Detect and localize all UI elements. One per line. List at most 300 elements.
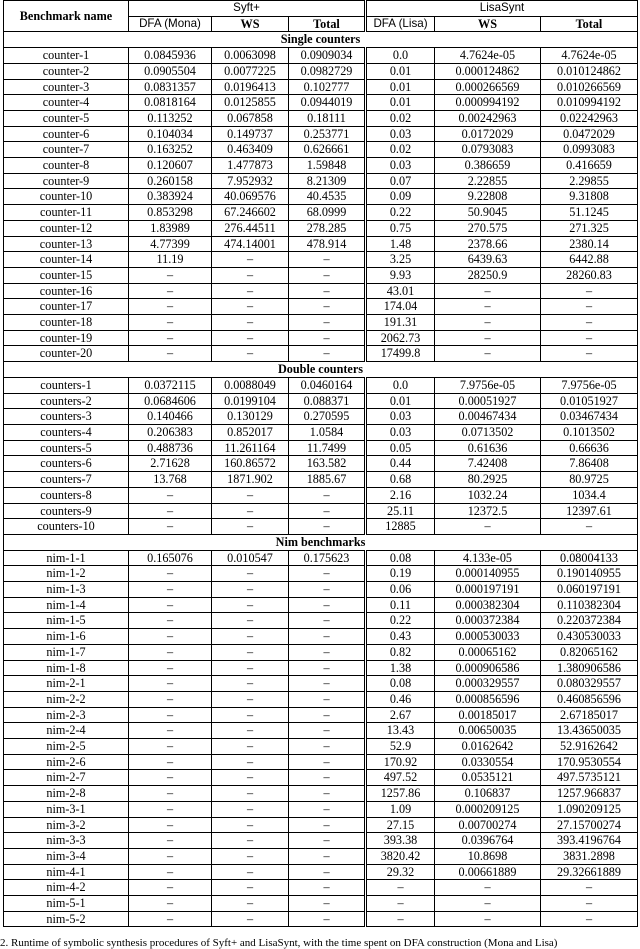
value-cell: 28250.9 xyxy=(435,267,541,283)
value-cell: 0.08 xyxy=(366,676,435,692)
value-cell: 0.01 xyxy=(366,63,435,79)
value-cell: 27.15 xyxy=(366,817,435,833)
value-cell: 0.0196413 xyxy=(212,79,289,95)
value-cell: 0.000124862 xyxy=(435,63,541,79)
table-row xyxy=(4,283,638,299)
value-cell: 1.59848 xyxy=(289,158,366,174)
value-cell: 0.0162642 xyxy=(435,739,541,755)
value-cell: 1.38 xyxy=(366,660,435,676)
table-row xyxy=(4,582,638,598)
value-cell: 7.9756e-05 xyxy=(435,377,541,393)
benchmark-name-cell: counters-2 xyxy=(4,393,129,409)
value-cell: – xyxy=(289,487,366,503)
value-cell: – xyxy=(435,330,541,346)
table-row xyxy=(4,173,638,189)
table-row xyxy=(4,613,638,629)
benchmark-name-cell: nim-2-1 xyxy=(4,676,129,692)
value-cell: 0.0 xyxy=(366,377,435,393)
table-row xyxy=(4,346,638,362)
benchmark-name-cell: counter-20 xyxy=(4,346,129,362)
value-cell: – xyxy=(212,629,289,645)
value-cell: – xyxy=(129,848,212,864)
benchmark-name-cell: counter-2 xyxy=(4,63,129,79)
value-cell: 0.43 xyxy=(366,629,435,645)
value-cell: – xyxy=(212,691,289,707)
value-cell: – xyxy=(289,267,366,283)
table-row xyxy=(4,911,638,927)
value-cell: – xyxy=(129,660,212,676)
value-cell: – xyxy=(541,880,638,896)
value-cell: – xyxy=(212,487,289,503)
value-cell: 52.9 xyxy=(366,739,435,755)
value-cell: 0.000856596 xyxy=(435,691,541,707)
value-cell: – xyxy=(541,911,638,927)
value-cell: 40.4535 xyxy=(289,189,366,205)
benchmark-name-cell: nim-1-5 xyxy=(4,613,129,629)
table-row xyxy=(4,817,638,833)
value-cell: – xyxy=(129,315,212,331)
value-cell: 0.66636 xyxy=(541,440,638,456)
value-cell: 474.14001 xyxy=(212,236,289,252)
value-cell: – xyxy=(129,723,212,739)
value-cell: 0.82 xyxy=(366,644,435,660)
value-cell: 0.120607 xyxy=(129,158,212,174)
value-cell: – xyxy=(212,315,289,331)
value-cell: – xyxy=(289,880,366,896)
value-cell: 497.52 xyxy=(366,770,435,786)
benchmark-name-cell: counter-11 xyxy=(4,205,129,221)
value-cell: 1.83989 xyxy=(129,220,212,236)
value-cell: 0.000140955 xyxy=(435,566,541,582)
value-cell: 0.463409 xyxy=(212,142,289,158)
value-cell: – xyxy=(212,864,289,880)
value-cell: – xyxy=(129,707,212,723)
value-cell: 3831.2898 xyxy=(541,848,638,864)
table-body xyxy=(4,32,638,927)
table-row xyxy=(4,487,638,503)
value-cell: 25.11 xyxy=(366,503,435,519)
benchmark-name-cell: counters-7 xyxy=(4,472,129,488)
value-cell: – xyxy=(129,487,212,503)
value-cell: 0.110382304 xyxy=(541,597,638,613)
col-total-syft-header: Total xyxy=(289,16,366,32)
value-cell: 29.32 xyxy=(366,864,435,880)
value-cell: – xyxy=(289,739,366,755)
value-cell: 0.000906586 xyxy=(435,660,541,676)
value-cell: – xyxy=(212,880,289,896)
value-cell: 12397.61 xyxy=(541,503,638,519)
value-cell: 0.0713502 xyxy=(435,424,541,440)
table-row xyxy=(4,550,638,566)
table-row xyxy=(4,503,638,519)
table-row xyxy=(4,676,638,692)
value-cell: – xyxy=(212,267,289,283)
value-cell: 7.952932 xyxy=(212,173,289,189)
value-cell: 0.000372384 xyxy=(435,613,541,629)
value-cell: – xyxy=(366,896,435,912)
value-cell: 0.0993083 xyxy=(541,142,638,158)
value-cell: – xyxy=(129,691,212,707)
value-cell: 9.31808 xyxy=(541,189,638,205)
value-cell: 0.06 xyxy=(366,582,435,598)
value-cell: – xyxy=(435,880,541,896)
value-cell: – xyxy=(129,754,212,770)
section-header-row xyxy=(4,362,638,378)
value-cell: 4.77399 xyxy=(129,236,212,252)
table-row xyxy=(4,142,638,158)
value-cell: 0.0 xyxy=(366,48,435,64)
value-cell: 0.22 xyxy=(366,205,435,221)
benchmark-name-cell: counter-6 xyxy=(4,126,129,142)
value-cell: 0.11 xyxy=(366,597,435,613)
table-row xyxy=(4,519,638,535)
value-cell: – xyxy=(289,644,366,660)
benchmark-name-cell: counter-10 xyxy=(4,189,129,205)
value-cell: – xyxy=(289,566,366,582)
value-cell: 0.00700274 xyxy=(435,817,541,833)
value-cell: – xyxy=(129,519,212,535)
benchmark-name-cell: counters-8 xyxy=(4,487,129,503)
value-cell: 0.000382304 xyxy=(435,597,541,613)
value-cell: – xyxy=(289,754,366,770)
value-cell: 0.130129 xyxy=(212,409,289,425)
value-cell: 0.0372115 xyxy=(129,377,212,393)
benchmark-name-cell: nim-3-1 xyxy=(4,801,129,817)
value-cell: – xyxy=(435,283,541,299)
value-cell: – xyxy=(366,880,435,896)
benchmark-name-cell: nim-1-8 xyxy=(4,660,129,676)
benchmark-name-cell: counter-19 xyxy=(4,330,129,346)
value-cell: 0.010124862 xyxy=(541,63,638,79)
value-cell: 40.069576 xyxy=(212,189,289,205)
col-total-lisa-header: Total xyxy=(541,16,638,32)
value-cell: – xyxy=(289,911,366,927)
value-cell: – xyxy=(212,911,289,927)
value-cell: – xyxy=(435,911,541,927)
value-cell: 0.01 xyxy=(366,393,435,409)
header-row-groups xyxy=(4,1,638,17)
value-cell: – xyxy=(541,283,638,299)
value-cell: – xyxy=(289,848,366,864)
benchmark-name-cell: nim-1-4 xyxy=(4,597,129,613)
value-cell: – xyxy=(541,299,638,315)
benchmark-name-cell: counter-1 xyxy=(4,48,129,64)
value-cell: – xyxy=(129,629,212,645)
value-cell: 0.106837 xyxy=(435,786,541,802)
value-cell: 160.86572 xyxy=(212,456,289,472)
table-row xyxy=(4,220,638,236)
value-cell: 0.03 xyxy=(366,126,435,142)
value-cell: 2.67 xyxy=(366,707,435,723)
value-cell: – xyxy=(289,786,366,802)
value-cell: 278.285 xyxy=(289,220,366,236)
value-cell: – xyxy=(289,597,366,613)
table-row xyxy=(4,48,638,64)
value-cell: 80.9725 xyxy=(541,472,638,488)
value-cell: – xyxy=(212,833,289,849)
value-cell: 1.0584 xyxy=(289,424,366,440)
value-cell: 0.113252 xyxy=(129,110,212,126)
benchmark-name-cell: counter-7 xyxy=(4,142,129,158)
benchmark-name-cell: nim-2-7 xyxy=(4,770,129,786)
value-cell: 43.01 xyxy=(366,283,435,299)
value-cell: 0.386659 xyxy=(435,158,541,174)
value-cell: – xyxy=(435,896,541,912)
table-row xyxy=(4,833,638,849)
value-cell: 0.088371 xyxy=(289,393,366,409)
col-ws-syft-header: WS xyxy=(212,16,289,32)
value-cell: 12885 xyxy=(366,519,435,535)
value-cell: – xyxy=(129,911,212,927)
value-cell: 0.853298 xyxy=(129,205,212,221)
value-cell: 0.08004133 xyxy=(541,550,638,566)
value-cell: 0.140466 xyxy=(129,409,212,425)
value-cell: 174.04 xyxy=(366,299,435,315)
value-cell: – xyxy=(212,676,289,692)
value-cell: 270.575 xyxy=(435,220,541,236)
benchmark-name-cell: nim-1-6 xyxy=(4,629,129,645)
value-cell: 0.0330554 xyxy=(435,754,541,770)
value-cell: – xyxy=(212,896,289,912)
value-cell: – xyxy=(541,346,638,362)
value-cell: 67.246602 xyxy=(212,205,289,221)
value-cell: 7.9756e-05 xyxy=(541,377,638,393)
value-cell: 68.0999 xyxy=(289,205,366,221)
value-cell: 0.067858 xyxy=(212,110,289,126)
value-cell: 1257.966837 xyxy=(541,786,638,802)
value-cell: – xyxy=(289,503,366,519)
value-cell: 0.02 xyxy=(366,110,435,126)
value-cell: – xyxy=(129,739,212,755)
table-row xyxy=(4,896,638,912)
value-cell: 0.00661889 xyxy=(435,864,541,880)
value-cell: 0.000197191 xyxy=(435,582,541,598)
col-dfa-lisa-header: DFA (Lisa) xyxy=(366,16,435,32)
benchmark-name-cell: nim-4-1 xyxy=(4,864,129,880)
value-cell: 0.000266569 xyxy=(435,79,541,95)
table-row xyxy=(4,189,638,205)
table-row xyxy=(4,315,638,331)
value-cell: – xyxy=(289,629,366,645)
value-cell: 80.2925 xyxy=(435,472,541,488)
table-row xyxy=(4,110,638,126)
value-cell: 51.1245 xyxy=(541,205,638,221)
table-row xyxy=(4,236,638,252)
value-cell: 0.010994192 xyxy=(541,95,638,111)
value-cell: 17499.8 xyxy=(366,346,435,362)
value-cell: 1.090209125 xyxy=(541,801,638,817)
value-cell: 3820.42 xyxy=(366,848,435,864)
value-cell: 50.9045 xyxy=(435,205,541,221)
value-cell: 0.00051927 xyxy=(435,393,541,409)
value-cell: – xyxy=(366,911,435,927)
value-cell: – xyxy=(129,833,212,849)
value-cell: 0.175623 xyxy=(289,550,366,566)
value-cell: 191.31 xyxy=(366,315,435,331)
value-cell: 0.03 xyxy=(366,424,435,440)
value-cell: 1871.902 xyxy=(212,472,289,488)
value-cell: 393.38 xyxy=(366,833,435,849)
value-cell: – xyxy=(129,676,212,692)
value-cell: 0.44 xyxy=(366,456,435,472)
lisasynt-header: LisaSynt xyxy=(366,1,638,17)
value-cell: – xyxy=(129,644,212,660)
value-cell: – xyxy=(289,676,366,692)
benchmark-name-cell: counters-5 xyxy=(4,440,129,456)
value-cell: – xyxy=(289,519,366,535)
benchmark-name-cell: counters-9 xyxy=(4,503,129,519)
table-row xyxy=(4,597,638,613)
value-cell: 0.00650035 xyxy=(435,723,541,739)
benchmark-name-cell: counters-3 xyxy=(4,409,129,425)
value-cell: – xyxy=(212,299,289,315)
value-cell: 478.914 xyxy=(289,236,366,252)
benchmark-name-cell: counters-1 xyxy=(4,377,129,393)
benchmark-name-cell: counter-17 xyxy=(4,299,129,315)
benchmark-name-cell: counters-6 xyxy=(4,456,129,472)
benchmark-name-cell: nim-2-8 xyxy=(4,786,129,802)
value-cell: – xyxy=(212,283,289,299)
value-cell: 170.9530554 xyxy=(541,754,638,770)
value-cell: – xyxy=(212,252,289,268)
value-cell: 0.0944019 xyxy=(289,95,366,111)
benchmark-name-cell: nim-2-5 xyxy=(4,739,129,755)
value-cell: – xyxy=(212,754,289,770)
value-cell: 8.21309 xyxy=(289,173,366,189)
value-cell: 0.0172029 xyxy=(435,126,541,142)
value-cell: – xyxy=(129,503,212,519)
value-cell: 1.477873 xyxy=(212,158,289,174)
benchmark-name-cell: counter-18 xyxy=(4,315,129,331)
benchmark-name-cell: counter-4 xyxy=(4,95,129,111)
value-cell: 0.82065162 xyxy=(541,644,638,660)
value-cell: 0.07 xyxy=(366,173,435,189)
benchmark-name-cell: counter-13 xyxy=(4,236,129,252)
value-cell: 2378.66 xyxy=(435,236,541,252)
table-row xyxy=(4,566,638,582)
section-header-row xyxy=(4,32,638,48)
value-cell: 0.0472029 xyxy=(541,126,638,142)
value-cell: – xyxy=(212,786,289,802)
value-cell: 170.92 xyxy=(366,754,435,770)
value-cell: 2.29855 xyxy=(541,173,638,189)
value-cell: 1.09 xyxy=(366,801,435,817)
value-cell: 1032.24 xyxy=(435,487,541,503)
value-cell: – xyxy=(129,267,212,283)
value-cell: – xyxy=(435,315,541,331)
value-cell: – xyxy=(289,707,366,723)
value-cell: 0.220372384 xyxy=(541,613,638,629)
value-cell: – xyxy=(212,597,289,613)
value-cell: 12372.5 xyxy=(435,503,541,519)
table-row xyxy=(4,629,638,645)
value-cell: – xyxy=(541,519,638,535)
value-cell: 0.0396764 xyxy=(435,833,541,849)
value-cell: – xyxy=(212,723,289,739)
table-row xyxy=(4,330,638,346)
table-row xyxy=(4,205,638,221)
value-cell: 2380.14 xyxy=(541,236,638,252)
value-cell: – xyxy=(212,770,289,786)
value-cell: 0.0684606 xyxy=(129,393,212,409)
value-cell: – xyxy=(289,833,366,849)
value-cell: 0.0831357 xyxy=(129,79,212,95)
value-cell: 4.7624e-05 xyxy=(435,48,541,64)
value-cell: 1034.4 xyxy=(541,487,638,503)
section-title: Nim benchmarks xyxy=(4,534,638,550)
value-cell: – xyxy=(212,739,289,755)
table-row xyxy=(4,644,638,660)
benchmark-name-cell: counter-16 xyxy=(4,283,129,299)
value-cell: 2.22855 xyxy=(435,173,541,189)
value-cell: 27.15700274 xyxy=(541,817,638,833)
value-cell: – xyxy=(212,817,289,833)
value-cell: – xyxy=(129,786,212,802)
table-row xyxy=(4,63,638,79)
value-cell: – xyxy=(212,330,289,346)
value-cell: – xyxy=(212,707,289,723)
value-cell: – xyxy=(212,346,289,362)
value-cell: – xyxy=(212,582,289,598)
benchmark-name-cell: nim-2-6 xyxy=(4,754,129,770)
value-cell: 0.253771 xyxy=(289,126,366,142)
table-row xyxy=(4,848,638,864)
benchmark-name-cell: nim-1-2 xyxy=(4,566,129,582)
table-row xyxy=(4,456,638,472)
table-row xyxy=(4,252,638,268)
benchmark-name-cell: nim-5-1 xyxy=(4,896,129,912)
value-cell: 6439.63 xyxy=(435,252,541,268)
col-dfa-mona-header: DFA (Mona) xyxy=(129,16,212,32)
value-cell: – xyxy=(435,519,541,535)
value-cell: – xyxy=(129,801,212,817)
value-cell: – xyxy=(289,660,366,676)
value-cell: 0.0905504 xyxy=(129,63,212,79)
value-cell: 10.8698 xyxy=(435,848,541,864)
value-cell: 13.43 xyxy=(366,723,435,739)
benchmark-name-cell: counter-3 xyxy=(4,79,129,95)
value-cell: 0.00467434 xyxy=(435,409,541,425)
value-cell: 0.0909034 xyxy=(289,48,366,64)
value-cell: 0.416659 xyxy=(541,158,638,174)
value-cell: 0.68 xyxy=(366,472,435,488)
value-cell: 0.0063098 xyxy=(212,48,289,64)
table-row xyxy=(4,424,638,440)
value-cell: – xyxy=(212,644,289,660)
table-row xyxy=(4,739,638,755)
value-cell: 4.133e-05 xyxy=(435,550,541,566)
value-cell: 0.0818164 xyxy=(129,95,212,111)
table-row xyxy=(4,691,638,707)
value-cell: 4.7624e-05 xyxy=(541,48,638,64)
benchmark-name-cell: nim-3-3 xyxy=(4,833,129,849)
table-row xyxy=(4,770,638,786)
syft-plus-header: Syft+ xyxy=(129,1,366,17)
value-cell: 0.163252 xyxy=(129,142,212,158)
benchmark-results-table xyxy=(3,0,638,927)
table-row xyxy=(4,864,638,880)
value-cell: 0.03 xyxy=(366,158,435,174)
value-cell: 28260.83 xyxy=(541,267,638,283)
value-cell: – xyxy=(129,896,212,912)
table-row xyxy=(4,158,638,174)
table-row xyxy=(4,409,638,425)
value-cell: 1.48 xyxy=(366,236,435,252)
value-cell: 276.44511 xyxy=(212,220,289,236)
value-cell: – xyxy=(129,613,212,629)
value-cell: 0.190140955 xyxy=(541,566,638,582)
value-cell: 0.430530033 xyxy=(541,629,638,645)
